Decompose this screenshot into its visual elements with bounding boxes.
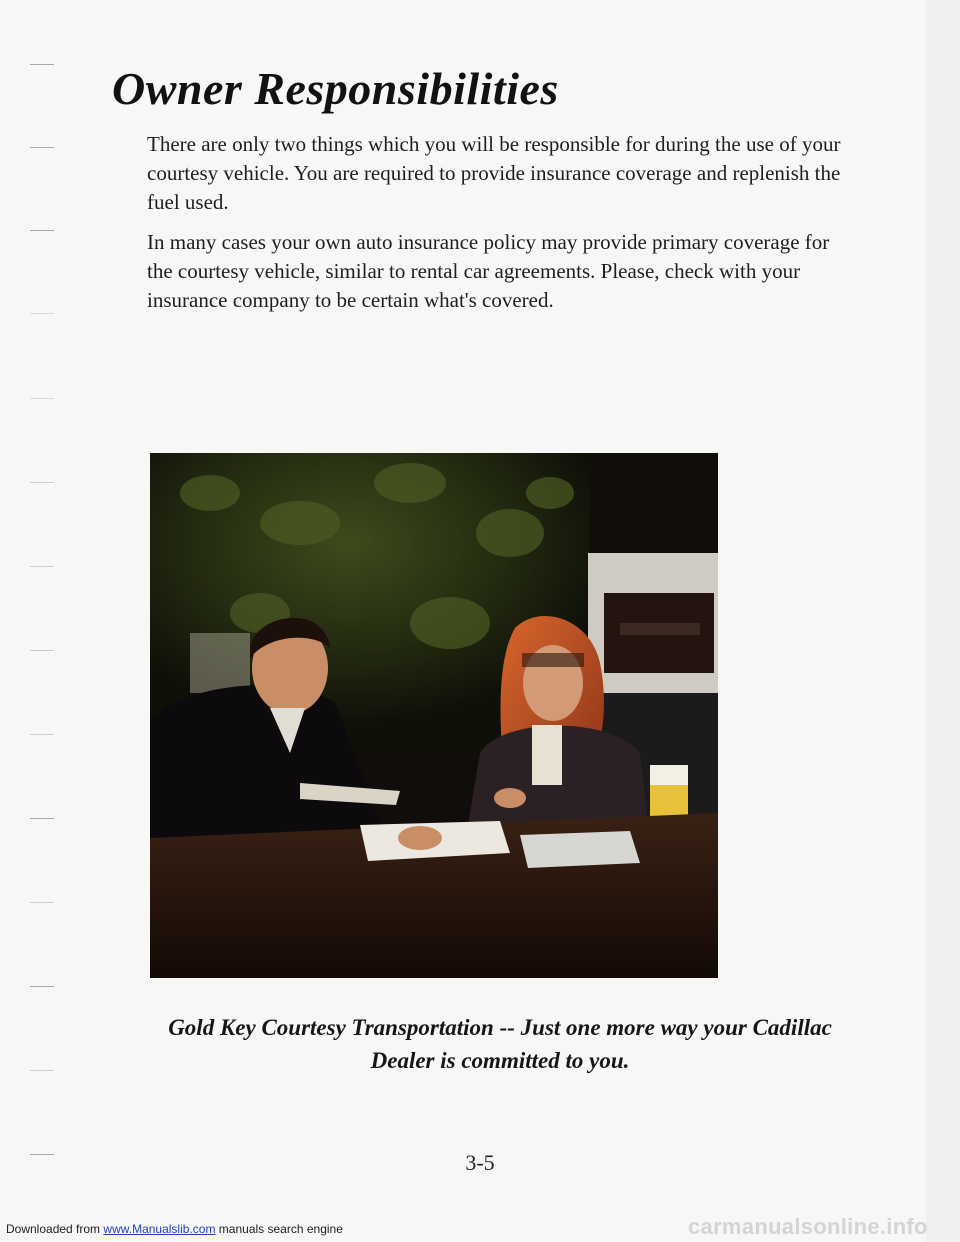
paragraph-responsibilities: There are only two things which you will be responsible for during the use of your courtesy vehicle. You are required to provide insurance coverage and replenish the fuel used. bbox=[147, 132, 841, 214]
margin-tick bbox=[30, 398, 54, 399]
footer-prefix: Downloaded from bbox=[6, 1222, 101, 1236]
margin-tick bbox=[30, 1070, 54, 1071]
margin-tick bbox=[30, 230, 54, 231]
margin-tick bbox=[30, 313, 54, 314]
caption-line-2: Dealer is committed to you. bbox=[370, 1048, 630, 1073]
dealership-photo bbox=[150, 453, 718, 978]
photo-caption bbox=[120, 1011, 880, 1077]
manualslib-link[interactable]: www.Manualslib.com bbox=[103, 1222, 216, 1236]
page-title: Owner Responsibilities bbox=[112, 63, 559, 114]
margin-tick bbox=[30, 734, 54, 735]
margin-tick bbox=[30, 986, 54, 987]
margin-tick bbox=[30, 482, 54, 483]
margin-tick bbox=[30, 64, 54, 65]
margin-tick bbox=[30, 650, 54, 651]
margin-tick bbox=[30, 902, 54, 903]
margin-tick bbox=[30, 147, 54, 148]
page-margin-strip bbox=[926, 0, 960, 1242]
download-footer bbox=[6, 1222, 343, 1236]
site-watermark: carmanualsonline.info bbox=[688, 1214, 928, 1239]
paragraph-insurance: In many cases your own auto insurance policy may provide primary coverage for the courtesy vehicle, similar to rental car agreements. Please, check with your insurance company to be certain what's covered. bbox=[147, 230, 830, 312]
margin-tick bbox=[30, 818, 54, 819]
footer-suffix: manuals search engine bbox=[218, 1222, 343, 1236]
dealership-photo-illustration bbox=[150, 453, 718, 978]
page-number: 3-5 bbox=[465, 1150, 495, 1175]
caption-line-1: Gold Key Courtesy Transportation -- Just one more way your Cadillac bbox=[168, 1015, 832, 1040]
margin-tick bbox=[30, 566, 54, 567]
